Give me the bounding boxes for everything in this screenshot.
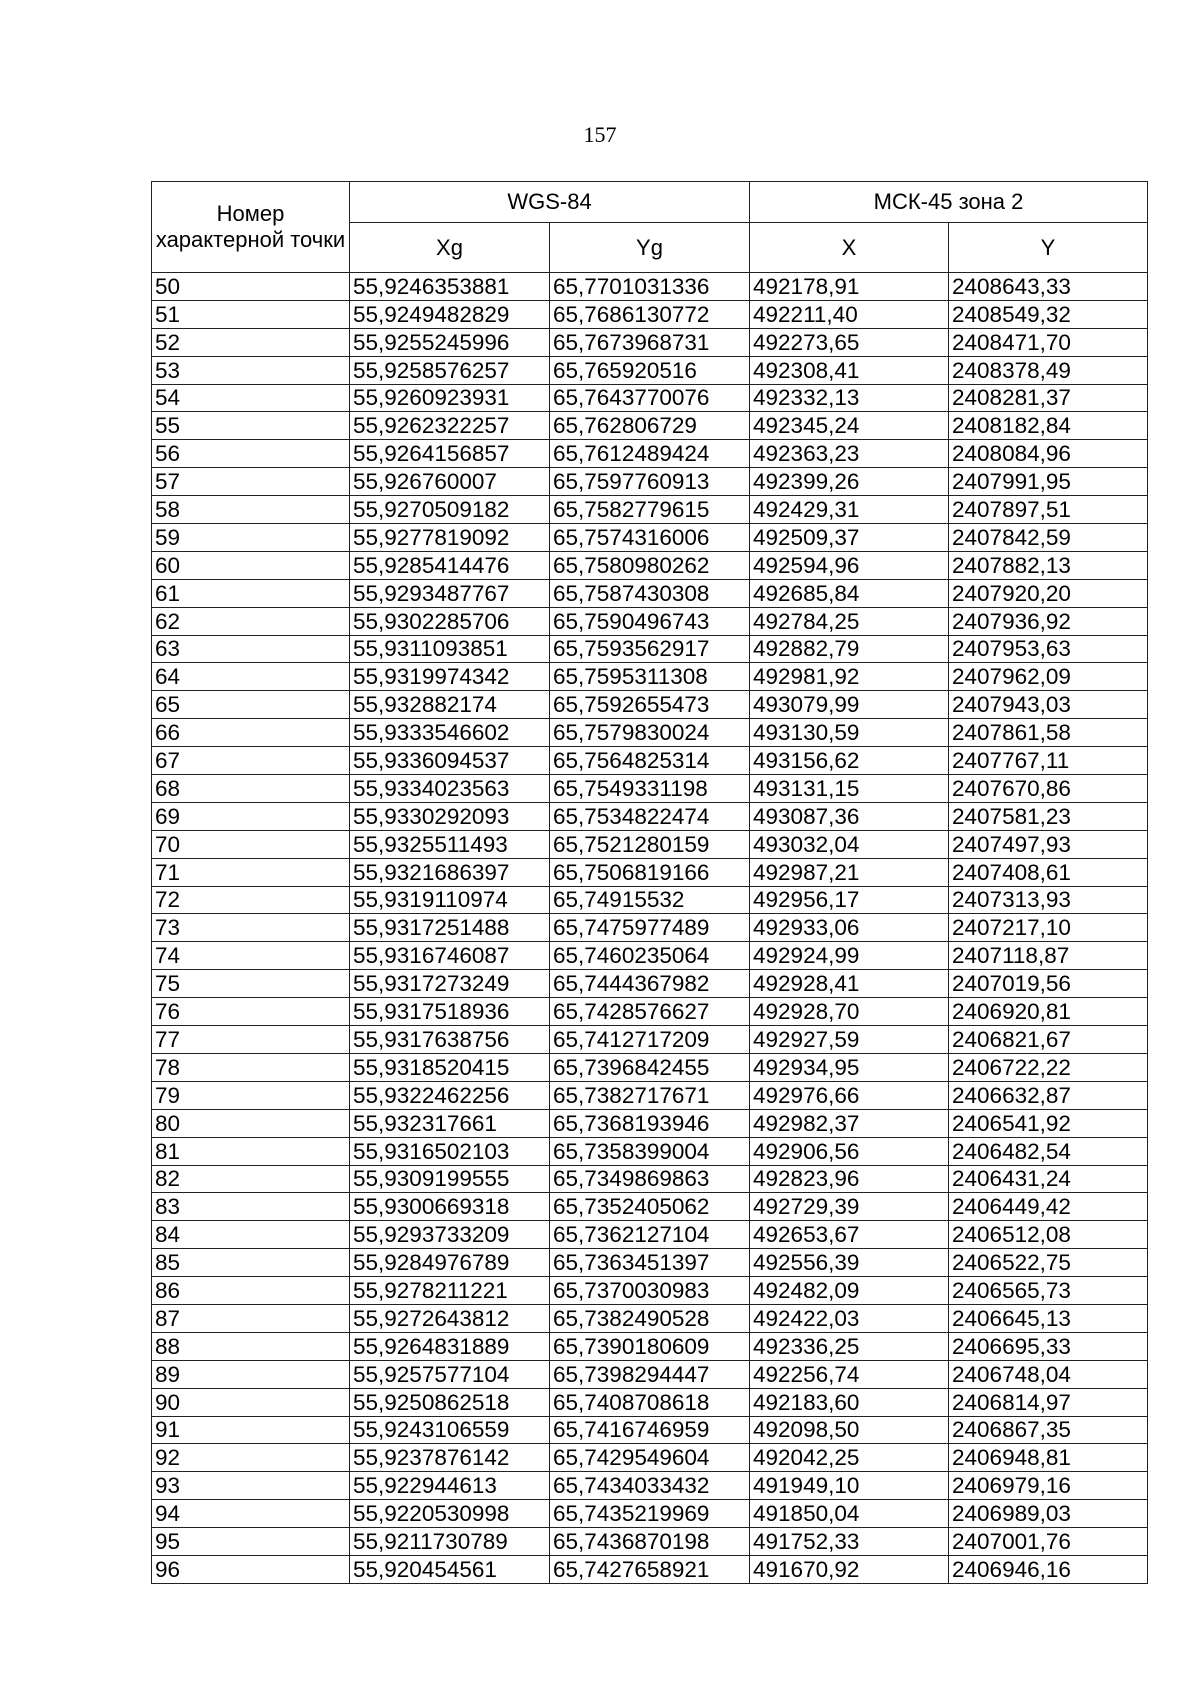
cell-y: 2406948,81 <box>949 1444 1148 1472</box>
table-row <box>152 830 1148 858</box>
cell-point-number: 58 <box>152 496 350 524</box>
cell-yg: 65,7595311308 <box>550 663 750 691</box>
cell-x: 493131,15 <box>750 775 949 803</box>
cell-y: 2408643,33 <box>949 273 1148 301</box>
cell-y: 2407670,86 <box>949 775 1148 803</box>
table-header <box>152 182 1148 273</box>
cell-point-number: 64 <box>152 663 350 691</box>
cell-x: 492336,25 <box>750 1332 949 1360</box>
cell-yg: 65,762806729 <box>550 412 750 440</box>
cell-point-number: 82 <box>152 1165 350 1193</box>
cell-xg: 55,9220530998 <box>350 1500 550 1528</box>
cell-xg: 55,9277819092 <box>350 524 550 552</box>
cell-point-number: 87 <box>152 1304 350 1332</box>
cell-point-number: 72 <box>152 886 350 914</box>
cell-yg: 65,7579830024 <box>550 719 750 747</box>
cell-x: 492928,70 <box>750 998 949 1026</box>
cell-point-number: 74 <box>152 942 350 970</box>
cell-xg: 55,932882174 <box>350 691 550 719</box>
table-row <box>152 579 1148 607</box>
cell-xg: 55,9285414476 <box>350 551 550 579</box>
cell-yg: 65,7416746959 <box>550 1416 750 1444</box>
cell-yg: 65,7362127104 <box>550 1221 750 1249</box>
cell-point-number: 92 <box>152 1444 350 1472</box>
cell-point-number: 91 <box>152 1416 350 1444</box>
cell-xg: 55,9316746087 <box>350 942 550 970</box>
cell-xg: 55,9260923931 <box>350 384 550 412</box>
table-row <box>152 356 1148 384</box>
cell-xg: 55,9322462256 <box>350 1081 550 1109</box>
cell-yg: 65,7701031336 <box>550 273 750 301</box>
cell-y: 2406920,81 <box>949 998 1148 1026</box>
cell-x: 493130,59 <box>750 719 949 747</box>
cell-yg: 65,7597760913 <box>550 468 750 496</box>
cell-yg: 65,7593562917 <box>550 635 750 663</box>
cell-x: 492685,84 <box>750 579 949 607</box>
cell-xg: 55,9264831889 <box>350 1332 550 1360</box>
cell-x: 492906,56 <box>750 1137 949 1165</box>
cell-point-number: 76 <box>152 998 350 1026</box>
cell-y: 2406632,87 <box>949 1081 1148 1109</box>
header-yg: Yg <box>550 223 750 273</box>
cell-yg: 65,7358399004 <box>550 1137 750 1165</box>
cell-point-number: 94 <box>152 1500 350 1528</box>
cell-xg: 55,926760007 <box>350 468 550 496</box>
cell-yg: 65,7564825314 <box>550 747 750 775</box>
cell-point-number: 78 <box>152 1053 350 1081</box>
cell-y: 2406522,75 <box>949 1249 1148 1277</box>
cell-point-number: 95 <box>152 1528 350 1556</box>
cell-x: 492422,03 <box>750 1304 949 1332</box>
cell-y: 2408182,84 <box>949 412 1148 440</box>
cell-x: 493156,62 <box>750 747 949 775</box>
cell-yg: 65,7521280159 <box>550 830 750 858</box>
cell-point-number: 77 <box>152 1026 350 1054</box>
cell-point-number: 57 <box>152 468 350 496</box>
cell-x: 492482,09 <box>750 1277 949 1305</box>
cell-y: 2407767,11 <box>949 747 1148 775</box>
cell-x: 492332,13 <box>750 384 949 412</box>
table-row <box>152 663 1148 691</box>
cell-yg: 65,7370030983 <box>550 1277 750 1305</box>
cell-y: 2407217,10 <box>949 914 1148 942</box>
cell-x: 491850,04 <box>750 1500 949 1528</box>
cell-yg: 65,7390180609 <box>550 1332 750 1360</box>
cell-x: 492363,23 <box>750 440 949 468</box>
cell-y: 2407936,92 <box>949 607 1148 635</box>
cell-point-number: 66 <box>152 719 350 747</box>
cell-y: 2406695,33 <box>949 1332 1148 1360</box>
cell-xg: 55,9270509182 <box>350 496 550 524</box>
cell-x: 492924,99 <box>750 942 949 970</box>
table-row <box>152 273 1148 301</box>
cell-point-number: 90 <box>152 1388 350 1416</box>
cell-xg: 55,9293487767 <box>350 579 550 607</box>
cell-y: 2406512,08 <box>949 1221 1148 1249</box>
cell-point-number: 56 <box>152 440 350 468</box>
cell-point-number: 79 <box>152 1081 350 1109</box>
cell-xg: 55,9330292093 <box>350 802 550 830</box>
cell-xg: 55,9300669318 <box>350 1193 550 1221</box>
cell-xg: 55,9333546602 <box>350 719 550 747</box>
cell-xg: 55,9302285706 <box>350 607 550 635</box>
cell-point-number: 59 <box>152 524 350 552</box>
table-row <box>152 747 1148 775</box>
cell-xg: 55,9334023563 <box>350 775 550 803</box>
cell-xg: 55,9258576257 <box>350 356 550 384</box>
cell-xg: 55,9311093851 <box>350 635 550 663</box>
cell-y: 2406431,24 <box>949 1165 1148 1193</box>
table-row <box>152 1053 1148 1081</box>
header-wgs84: WGS-84 <box>350 182 750 223</box>
cell-x: 493032,04 <box>750 830 949 858</box>
table-row <box>152 942 1148 970</box>
cell-x: 492556,39 <box>750 1249 949 1277</box>
cell-x: 492927,59 <box>750 1026 949 1054</box>
cell-yg: 65,7412717209 <box>550 1026 750 1054</box>
table-row <box>152 775 1148 803</box>
table-row <box>152 1528 1148 1556</box>
cell-xg: 55,9255245996 <box>350 328 550 356</box>
table-row <box>152 1332 1148 1360</box>
table-row <box>152 1555 1148 1583</box>
cell-y: 2407313,93 <box>949 886 1148 914</box>
page-number: 157 <box>583 122 617 147</box>
cell-y: 2406946,16 <box>949 1555 1148 1583</box>
cell-yg: 65,7396842455 <box>550 1053 750 1081</box>
table-row <box>152 496 1148 524</box>
cell-yg: 65,7673968731 <box>550 328 750 356</box>
cell-y: 2408549,32 <box>949 300 1148 328</box>
cell-yg: 65,7549331198 <box>550 775 750 803</box>
cell-yg: 65,7434033432 <box>550 1472 750 1500</box>
table-row <box>152 970 1148 998</box>
cell-y: 2407897,51 <box>949 496 1148 524</box>
table-row <box>152 1500 1148 1528</box>
cell-xg: 55,9309199555 <box>350 1165 550 1193</box>
table-row <box>152 1221 1148 1249</box>
cell-yg: 65,7534822474 <box>550 802 750 830</box>
table-row <box>152 1081 1148 1109</box>
cell-x: 493087,36 <box>750 802 949 830</box>
cell-x: 491949,10 <box>750 1472 949 1500</box>
cell-point-number: 69 <box>152 802 350 830</box>
cell-point-number: 55 <box>152 412 350 440</box>
cell-point-number: 88 <box>152 1332 350 1360</box>
cell-yg: 65,7612489424 <box>550 440 750 468</box>
cell-xg: 55,9249482829 <box>350 300 550 328</box>
cell-point-number: 50 <box>152 273 350 301</box>
cell-yg: 65,7444367982 <box>550 970 750 998</box>
header-point-number: Номер характерной точки <box>152 182 350 273</box>
cell-y: 2407842,59 <box>949 524 1148 552</box>
cell-point-number: 86 <box>152 1277 350 1305</box>
cell-xg: 55,9317638756 <box>350 1026 550 1054</box>
cell-yg: 65,74915532 <box>550 886 750 914</box>
cell-x: 492399,26 <box>750 468 949 496</box>
cell-point-number: 54 <box>152 384 350 412</box>
cell-y: 2406565,73 <box>949 1277 1148 1305</box>
table-row <box>152 1137 1148 1165</box>
cell-point-number: 73 <box>152 914 350 942</box>
header-y: Y <box>949 223 1148 273</box>
cell-y: 2407943,03 <box>949 691 1148 719</box>
cell-y: 2408281,37 <box>949 384 1148 412</box>
cell-xg: 55,9325511493 <box>350 830 550 858</box>
table-row <box>152 1444 1148 1472</box>
cell-xg: 55,9257577104 <box>350 1360 550 1388</box>
cell-x: 491670,92 <box>750 1555 949 1583</box>
table-row <box>152 1304 1148 1332</box>
cell-yg: 65,7408708618 <box>550 1388 750 1416</box>
table-row <box>152 524 1148 552</box>
cell-point-number: 96 <box>152 1555 350 1583</box>
table-row <box>152 719 1148 747</box>
cell-x: 492933,06 <box>750 914 949 942</box>
cell-yg: 65,7475977489 <box>550 914 750 942</box>
cell-yg: 65,7643770076 <box>550 384 750 412</box>
cell-x: 492982,37 <box>750 1109 949 1137</box>
cell-xg: 55,9237876142 <box>350 1444 550 1472</box>
cell-y: 2407019,56 <box>949 970 1148 998</box>
cell-point-number: 68 <box>152 775 350 803</box>
table-body <box>152 273 1148 1584</box>
cell-xg: 55,922944613 <box>350 1472 550 1500</box>
cell-point-number: 89 <box>152 1360 350 1388</box>
cell-yg: 65,7582779615 <box>550 496 750 524</box>
cell-y: 2408471,70 <box>949 328 1148 356</box>
cell-yg: 65,7352405062 <box>550 1193 750 1221</box>
cell-yg: 65,7398294447 <box>550 1360 750 1388</box>
cell-x: 493079,99 <box>750 691 949 719</box>
cell-y: 2407001,76 <box>949 1528 1148 1556</box>
cell-x: 492823,96 <box>750 1165 949 1193</box>
cell-yg: 65,765920516 <box>550 356 750 384</box>
cell-y: 2406821,67 <box>949 1026 1148 1054</box>
cell-xg: 55,9317518936 <box>350 998 550 1026</box>
cell-y: 2406748,04 <box>949 1360 1148 1388</box>
table-row <box>152 1416 1148 1444</box>
cell-xg: 55,9264156857 <box>350 440 550 468</box>
cell-x: 492256,74 <box>750 1360 949 1388</box>
table-row <box>152 551 1148 579</box>
table-row <box>152 384 1148 412</box>
cell-y: 2408084,96 <box>949 440 1148 468</box>
cell-xg: 55,9293733209 <box>350 1221 550 1249</box>
table-row <box>152 1193 1148 1221</box>
cell-x: 491752,33 <box>750 1528 949 1556</box>
cell-xg: 55,932317661 <box>350 1109 550 1137</box>
cell-x: 492934,95 <box>750 1053 949 1081</box>
table-row <box>152 998 1148 1026</box>
cell-y: 2406541,92 <box>949 1109 1148 1137</box>
cell-xg: 55,9284976789 <box>350 1249 550 1277</box>
cell-x: 492882,79 <box>750 635 949 663</box>
cell-y: 2406989,03 <box>949 1500 1148 1528</box>
table-row <box>152 412 1148 440</box>
cell-x: 492509,37 <box>750 524 949 552</box>
cell-x: 492308,41 <box>750 356 949 384</box>
cell-point-number: 62 <box>152 607 350 635</box>
cell-y: 2406449,42 <box>949 1193 1148 1221</box>
cell-y: 2407861,58 <box>949 719 1148 747</box>
cell-y: 2407408,61 <box>949 858 1148 886</box>
cell-yg: 65,7506819166 <box>550 858 750 886</box>
table-row <box>152 1388 1148 1416</box>
cell-x: 492211,40 <box>750 300 949 328</box>
cell-x: 492178,91 <box>750 273 949 301</box>
cell-yg: 65,7590496743 <box>550 607 750 635</box>
cell-xg: 55,9317251488 <box>350 914 550 942</box>
table-row <box>152 886 1148 914</box>
table-row <box>152 1249 1148 1277</box>
cell-yg: 65,7382490528 <box>550 1304 750 1332</box>
cell-yg: 65,7363451397 <box>550 1249 750 1277</box>
cell-point-number: 53 <box>152 356 350 384</box>
cell-xg: 55,9278211221 <box>350 1277 550 1305</box>
cell-x: 492976,66 <box>750 1081 949 1109</box>
table-row <box>152 468 1148 496</box>
cell-yg: 65,7436870198 <box>550 1528 750 1556</box>
cell-point-number: 60 <box>152 551 350 579</box>
cell-y: 2406979,16 <box>949 1472 1148 1500</box>
cell-y: 2406814,97 <box>949 1388 1148 1416</box>
coordinates-table <box>151 181 1148 1584</box>
cell-x: 492653,67 <box>750 1221 949 1249</box>
cell-y: 2406645,13 <box>949 1304 1148 1332</box>
cell-point-number: 51 <box>152 300 350 328</box>
cell-point-number: 70 <box>152 830 350 858</box>
table-row <box>152 1109 1148 1137</box>
cell-xg: 55,9246353881 <box>350 273 550 301</box>
cell-xg: 55,9316502103 <box>350 1137 550 1165</box>
cell-xg: 55,9272643812 <box>350 1304 550 1332</box>
cell-y: 2407118,87 <box>949 942 1148 970</box>
cell-x: 492956,17 <box>750 886 949 914</box>
cell-x: 492784,25 <box>750 607 949 635</box>
cell-x: 492042,25 <box>750 1444 949 1472</box>
cell-point-number: 61 <box>152 579 350 607</box>
cell-point-number: 65 <box>152 691 350 719</box>
table-row <box>152 914 1148 942</box>
cell-xg: 55,9250862518 <box>350 1388 550 1416</box>
cell-x: 492987,21 <box>750 858 949 886</box>
cell-x: 492981,92 <box>750 663 949 691</box>
cell-yg: 65,7382717671 <box>550 1081 750 1109</box>
cell-yg: 65,7460235064 <box>550 942 750 970</box>
cell-y: 2407953,63 <box>949 635 1148 663</box>
cell-y: 2406482,54 <box>949 1137 1148 1165</box>
table-row <box>152 1165 1148 1193</box>
cell-x: 492429,31 <box>750 496 949 524</box>
cell-yg: 65,7427658921 <box>550 1555 750 1583</box>
cell-y: 2407991,95 <box>949 468 1148 496</box>
table-row <box>152 858 1148 886</box>
cell-point-number: 75 <box>152 970 350 998</box>
cell-yg: 65,7574316006 <box>550 524 750 552</box>
cell-point-number: 80 <box>152 1109 350 1137</box>
cell-yg: 65,7686130772 <box>550 300 750 328</box>
cell-xg: 55,9336094537 <box>350 747 550 775</box>
cell-yg: 65,7580980262 <box>550 551 750 579</box>
cell-x: 492594,96 <box>750 551 949 579</box>
table-row <box>152 607 1148 635</box>
table-row <box>152 1277 1148 1305</box>
cell-xg: 55,9319110974 <box>350 886 550 914</box>
cell-x: 492928,41 <box>750 970 949 998</box>
table-row <box>152 1026 1148 1054</box>
cell-xg: 55,920454561 <box>350 1555 550 1583</box>
cell-y: 2407920,20 <box>949 579 1148 607</box>
header-msk45: МСК-45 зона 2 <box>750 182 1148 223</box>
cell-yg: 65,7592655473 <box>550 691 750 719</box>
table-row <box>152 300 1148 328</box>
cell-yg: 65,7435219969 <box>550 1500 750 1528</box>
cell-yg: 65,7349869863 <box>550 1165 750 1193</box>
cell-y: 2407581,23 <box>949 802 1148 830</box>
cell-xg: 55,9262322257 <box>350 412 550 440</box>
cell-y: 2408378,49 <box>949 356 1148 384</box>
cell-yg: 65,7368193946 <box>550 1109 750 1137</box>
table-row <box>152 1472 1148 1500</box>
cell-y: 2407962,09 <box>949 663 1148 691</box>
table-row <box>152 440 1148 468</box>
cell-yg: 65,7587430308 <box>550 579 750 607</box>
header-x: X <box>750 223 949 273</box>
header-xg: Xg <box>350 223 550 273</box>
cell-xg: 55,9243106559 <box>350 1416 550 1444</box>
cell-point-number: 81 <box>152 1137 350 1165</box>
cell-point-number: 85 <box>152 1249 350 1277</box>
cell-xg: 55,9211730789 <box>350 1528 550 1556</box>
cell-yg: 65,7429549604 <box>550 1444 750 1472</box>
cell-y: 2406722,22 <box>949 1053 1148 1081</box>
table-row <box>152 802 1148 830</box>
cell-xg: 55,9317273249 <box>350 970 550 998</box>
cell-point-number: 83 <box>152 1193 350 1221</box>
cell-point-number: 84 <box>152 1221 350 1249</box>
cell-x: 492098,50 <box>750 1416 949 1444</box>
cell-point-number: 52 <box>152 328 350 356</box>
cell-xg: 55,9319974342 <box>350 663 550 691</box>
cell-xg: 55,9321686397 <box>350 858 550 886</box>
cell-y: 2407497,93 <box>949 830 1148 858</box>
cell-point-number: 67 <box>152 747 350 775</box>
cell-x: 492183,60 <box>750 1388 949 1416</box>
cell-point-number: 63 <box>152 635 350 663</box>
cell-point-number: 71 <box>152 858 350 886</box>
table-row <box>152 1360 1148 1388</box>
table-row <box>152 691 1148 719</box>
cell-yg: 65,7428576627 <box>550 998 750 1026</box>
table-row <box>152 635 1148 663</box>
cell-y: 2407882,13 <box>949 551 1148 579</box>
cell-point-number: 93 <box>152 1472 350 1500</box>
cell-x: 492729,39 <box>750 1193 949 1221</box>
cell-xg: 55,9318520415 <box>350 1053 550 1081</box>
table-row <box>152 328 1148 356</box>
cell-y: 2406867,35 <box>949 1416 1148 1444</box>
cell-x: 492345,24 <box>750 412 949 440</box>
cell-x: 492273,65 <box>750 328 949 356</box>
